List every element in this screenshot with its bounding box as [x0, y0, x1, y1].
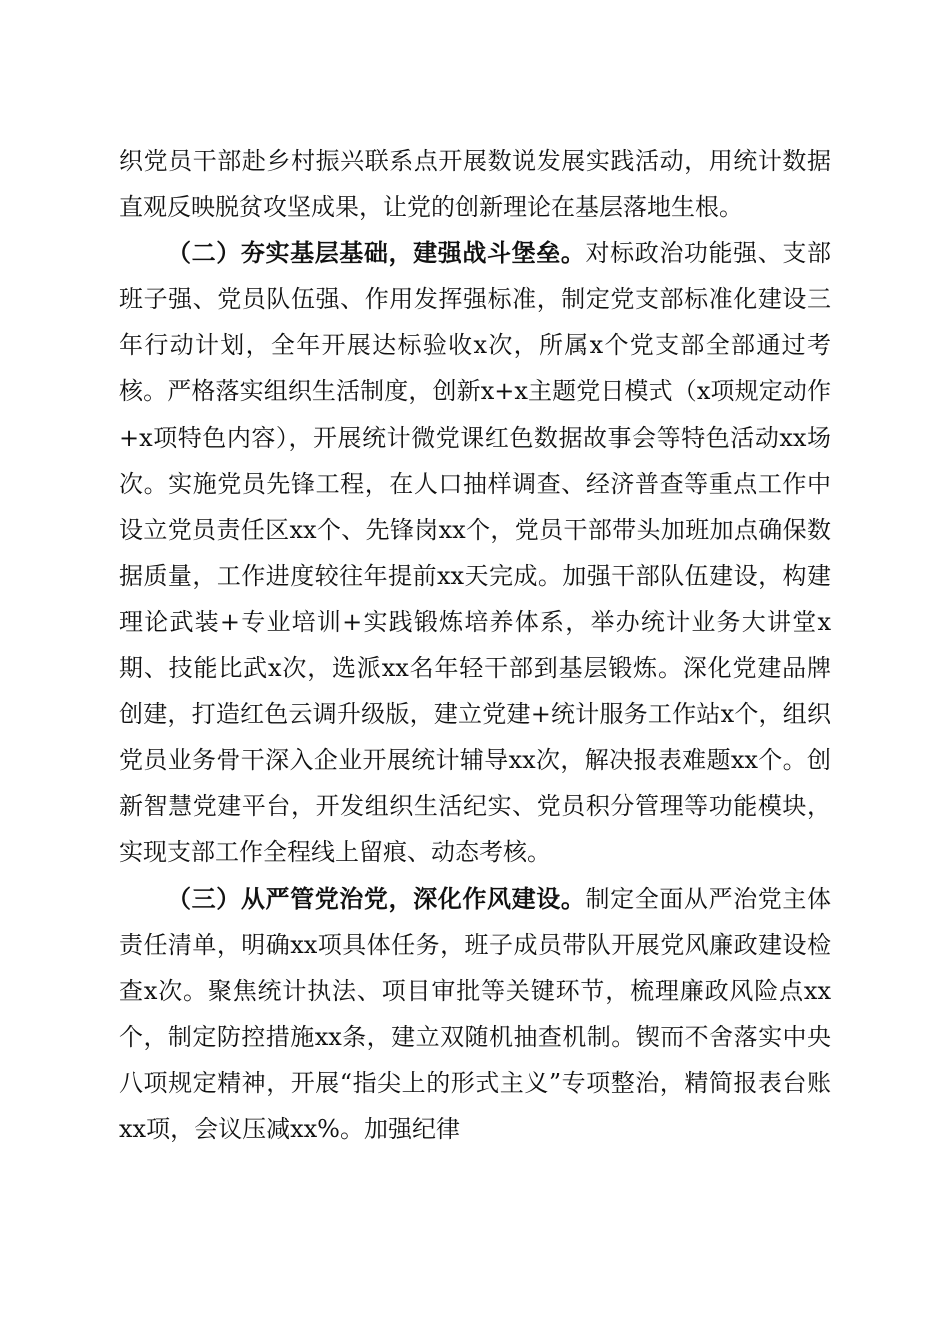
paragraph-continuation — [119, 138, 831, 230]
paragraph-text: 对标政治功能强、支部班子强、党员队伍强、作用发挥强标准，制定党支部标准化建设三年行动计划，全年开展达标验收x次，所属x个党支部全部通过考核。严格落实组织生活制度，创新x+x主题党日模式（x项规定动作+x项特色内容），开展统计微党课红色数据故事会等特色活动xx场次。实施党员先锋工程，在人口抽样调查、经济普查等重点工作中设立党员责任区xx个、先锋岗xx个，党员干部带头加班加点确保数据质量，工作进度较往年提前xx天完成。加强干部队伍建设，构建理论武装+专业培训+实践锻炼培养体系，举办统计业务大讲堂x期、技能比武x次，选派xx名年轻干部到基层锻炼。深化党建品牌创建，打造红色云调升级版，建立党建+统计服务工作站x个，组织党员业务骨干深入企业开展统计辅导xx次，解决报表难题xx个。创新智慧党建平台，开发组织生活纪实、党员积分管理等功能模块，实现支部工作全程线上留痕、动态考核。 — [119, 239, 832, 867]
document-body — [119, 138, 831, 1152]
section-heading: （二）夯实基层基础，建强战斗堡垒。 — [167, 238, 586, 268]
section-heading: （三）从严管党治党，深化作风建设。 — [167, 883, 586, 913]
paragraph-text: 织党员干部赴乡村振兴联系点开展数说发展实践活动，用统计数据直观反映脱贫攻坚成果，让党的创新理论在基层落地生根。 — [119, 147, 831, 222]
paragraph-text: 制定全面从严治党主体责任清单，明确xx项具体任务，班子成员带队开展党风廉政建设检查x次。聚焦统计执法、项目审批等关键环节，梳理廉政风险点xx个，制定防控措施xx条，建立双随机抽查机制。锲而不舍落实中央八项规定精神，开展“指尖上的形式主义”专项整治，精简报表台账xx项，会议压减xx%。加强纪律 — [119, 884, 832, 1143]
paragraph-section-3 — [119, 876, 831, 1153]
paragraph-section-2 — [119, 230, 831, 875]
